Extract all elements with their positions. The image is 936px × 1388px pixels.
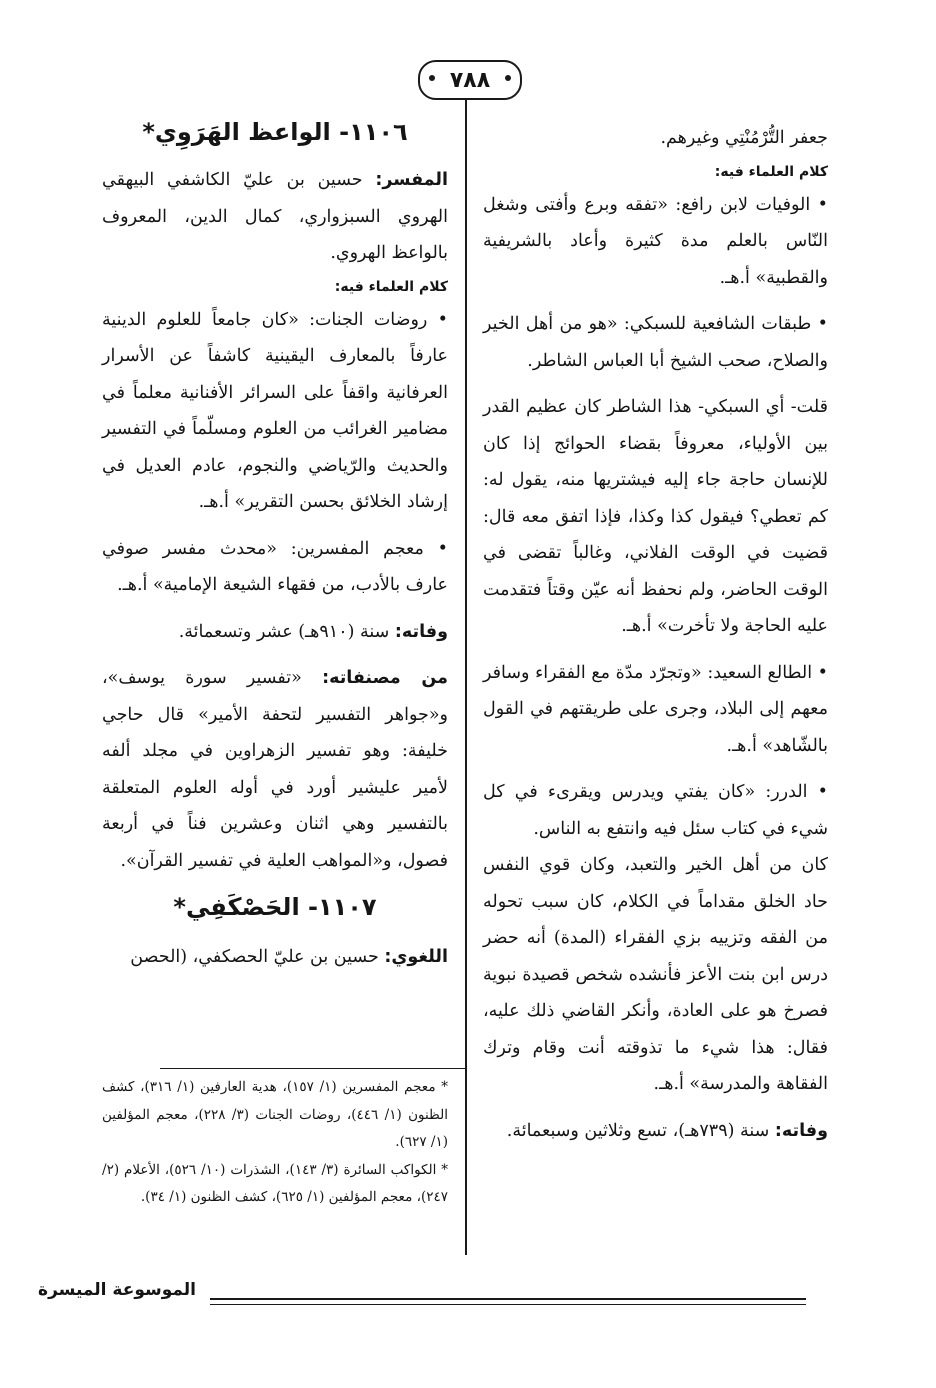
paragraph-qult: قلت- أي السبكي- هذا الشاطر كان عظيم القدر بين الأولياء، معروفاً بقضاء الحوائج إذا كان للإنسان حاجة جاء إليه فيشتريها منه، يقول له: كم تعطي؟ فيقول كذا وكذا، فإذا اتفق معه قال: قضيت في الوقت الفلاني، وغالباً تقضى في الوقت الحاضر، ولم نحفظ أنه عيّن وقتاً فتقدمت عليه الحاجة ولا تأخرت» أ.هـ. xyxy=(483,397,828,636)
works-text: «تفسير سورة يوسف»، و«جواهر التفسير لتحفة الأمير» قال حاجي خليفة: وهو تفسير الزهراوين في مجلد ألفه لأمير عليشير أورد في أوله العلوم المتعلقة بالتفسير وهي اثنان وعشرين فناً في أربعة فصول، و«المواهب العلية في تفسير القرآن». xyxy=(102,668,448,871)
footer-rule-thick xyxy=(210,1298,806,1300)
entry-title-1106: ١١٠٦- الواعظ الهَرَوِي* xyxy=(142,118,408,146)
paragraph-mujam: • معجم المفسرين: «محدث مفسر صوفي عارف بالأدب، من فقهاء الشيعة الإمامية» أ.هـ. xyxy=(102,538,448,595)
footnote-1107: * الكواكب السائرة (٣/ ١٤٣)، الشذرات (١٠/ ٥٢٦)، الأعلام (٢/ ٢٤٧)، معجم المؤلفين (١/ ٦٢٥)، كشف الظنون (١/ ٣٤). xyxy=(102,1161,449,1205)
paragraph-talie: • الطالع السعيد: «وتجرّد مدّة مع الفقراء وسافر معهم إلى البلاد، وجرى على طريقتهم في القول بالشّاهد» أ.هـ. xyxy=(483,662,828,756)
paragraph-tabaqat: • طبقات الشافعية للسبكي: «هو من أهل الخير والصلاح، صحب الشيخ أبا العباس الشاطر. xyxy=(483,314,828,371)
death-label: وفاته: xyxy=(774,1120,828,1141)
entry-title-1107: ١١٠٧- الحَصْكَفِي* xyxy=(173,893,377,921)
scholars-label: كلام العلماء فيه: xyxy=(714,163,828,180)
works-label: من مصنفاته: xyxy=(322,668,448,688)
entry-intro-1106 xyxy=(102,162,448,272)
footnote-1106: * معجم المفسرين (١/ ١٥٧)، هدية العارفين (١/ ٣١٦)، كشف الظنون (١/ ٤٤٦)، روضات الجنات (٣/ ٢٢٨)، معجم المؤلفين (١/ ٦٢٧). xyxy=(102,1079,449,1150)
paragraph-durar-cont: كان من أهل الخير والتعبد، وكان قوي النفس حاد الخلق مقداماً في الكلام، كان سبب تحوله من الفقه وتزييه بزي الفقراء (المدة) أنه حضر درس ابن بنت الأعز فأنشده شخص قصيدة نبوية فصرخ هو على العادة، وأنكر القاضي ذلك عليه، فقال: هذا شيء ما تذوقته أنت وقام وترك الفقاهة والمدرسة» أ.هـ. xyxy=(483,855,828,1094)
death-line xyxy=(483,1113,828,1150)
paragraph-rawdat: • روضات الجنات: «كان جامعاً للعلوم الدينية عارفاً بالمعارف اليقينية كاشفاً عن الأسرار العرفانية واقفاً على السرائر الأفنانية معلماً في مضامير الغرائب من العلوم ومسلّماً في التفسير والحديث والرّياضي والنجوم، عادم العديل في إرشاد الخلائق بحسن التقرير» أ.هـ. xyxy=(102,309,448,512)
death-text: سنة (٧٣٩هـ)، تسع وثلاثين وسبعمائة. xyxy=(506,1120,770,1141)
entry-intro-1107 xyxy=(102,939,448,976)
footnote-separator xyxy=(160,1068,466,1069)
footer-rule-thin xyxy=(210,1304,806,1305)
page-number-frame xyxy=(418,60,522,100)
works-line xyxy=(102,660,448,879)
left-column xyxy=(102,112,448,976)
right-column xyxy=(483,120,828,1149)
paragraph-wafayat: • الوفيات لابن رافع: «تفقه وبرع وأفتى وشغل النّاس بالعلم مدة كثيرة وأعاد بالشريفية والقطبية» أ.هـ. xyxy=(483,194,828,288)
entry-intro-text-1107: حسين بن عليّ الحصكفي، (الحصن xyxy=(130,947,379,967)
continuation-text: جعفر التُّرْمُنْتِي وغيرهم. xyxy=(660,128,828,148)
death-line-left xyxy=(102,614,448,651)
death-label-left: وفاته: xyxy=(394,621,448,642)
footnotes xyxy=(102,1074,448,1212)
column-divider xyxy=(465,100,467,1255)
paragraph-durar: • الدرر: «كان يفتي ويدرس ويقرىء في كل شيء في كتاب سئل فيه وانتفع به الناس. xyxy=(483,782,828,839)
entry-label-1106: المفسر: xyxy=(375,170,448,190)
page-number: ٧٨٨ xyxy=(449,68,491,93)
death-text-left: سنة (٩١٠هـ) عشر وتسعمائة. xyxy=(178,621,390,642)
entry-intro-text-1106: حسين بن عليّ الكاشفي البيهقي الهروي السبزواري، كمال الدين، المعروف بالواعظ الهروي. xyxy=(102,170,448,263)
series-title: الموسوعة الميسرة xyxy=(38,1280,196,1300)
entry-label-1107: اللغوي: xyxy=(384,947,448,967)
scholars-label-left: كلام العلماء فيه: xyxy=(334,278,448,295)
